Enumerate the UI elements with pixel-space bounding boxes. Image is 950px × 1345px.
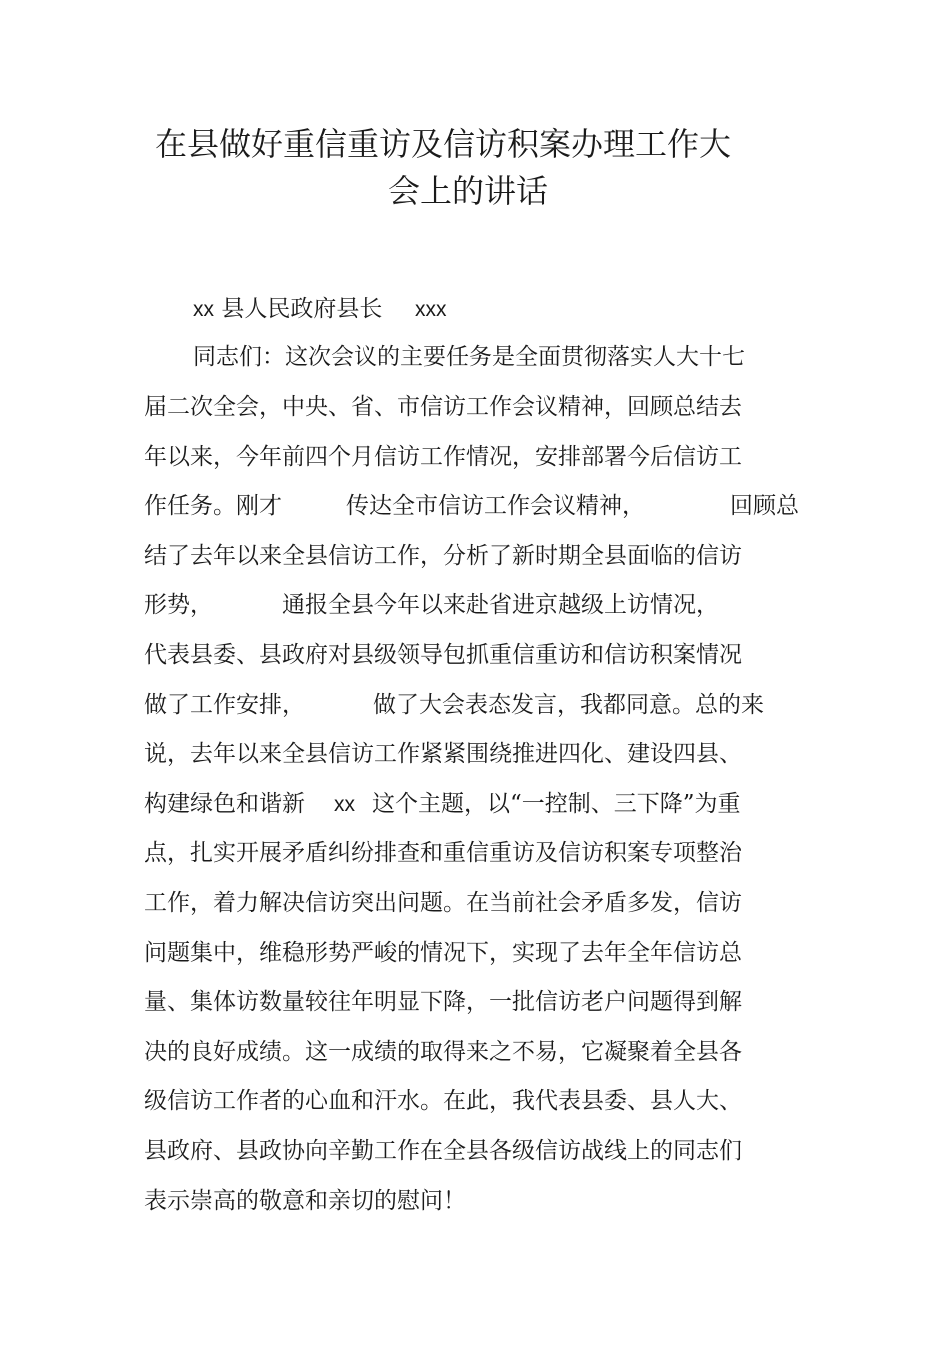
author-line — [193, 294, 446, 325]
paragraph-line-18: 表示崇高的敬意和亲切的慰问！ — [144, 1188, 466, 1214]
paragraph-line-4-part-2: 传达全市信访工作会议精神， — [346, 493, 645, 519]
paragraph-line-10-part-3: 这个主题，以“一控制、三下降”为重 — [372, 791, 741, 817]
paragraph-line-16: 级信访工作者的心血和汗水。在此，我代表县委、县人大、 — [144, 1088, 742, 1114]
paragraph-line-4 — [144, 491, 282, 521]
paragraph-line-10-part-1: 构建绿色和谐新 — [144, 791, 305, 817]
author-name: xxx — [414, 298, 447, 321]
paragraph-line-2: 届二次全会，中央、省、市信访工作会议精神，回顾总结去 — [144, 394, 742, 420]
paragraph-line-1: 同志们：这次会议的主要任务是全面贯彻落实人大十七 — [193, 344, 745, 370]
paragraph-line-9: 说，去年以来全县信访工作紧紧围绕推进四化、建设四县、 — [144, 741, 742, 767]
paragraph-line-5: 结了去年以来全县信访工作，分析了新时期全县面临的信访 — [144, 543, 742, 569]
paragraph-line-6-part-1: 形势， — [144, 592, 213, 618]
paragraph-line-3: 年以来，今年前四个月信访工作情况，安排部署今后信访工 — [144, 444, 742, 470]
author-prefix: xx — [193, 298, 214, 321]
paragraph-line-13: 问题集中，维稳形势严峻的情况下，实现了去年全年信访总 — [144, 940, 742, 966]
document-title-line-2: 会上的讲话 — [387, 172, 548, 210]
paragraph-line-6-part-2: 通报全县今年以来赴省进京越级上访情况， — [282, 592, 719, 618]
paragraph-line-4-part-3: 回顾总 — [730, 493, 799, 519]
paragraph-line-12: 工作，着力解决信访突出问题。在当前社会矛盾多发，信访 — [144, 890, 742, 916]
author-role: 县人民政府县长 — [221, 296, 383, 322]
paragraph-line-10-part-2: xx — [334, 793, 355, 816]
paragraph-line-7: 代表县委、县政府对县级领导包抓重信重访和信访积案情况 — [144, 642, 742, 668]
paragraph-line-8-part-1: 做了工作安排， — [144, 692, 305, 718]
document-title-line-1: 在县做好重信重访及信访积案办理工作大 — [154, 125, 731, 163]
paragraph-line-4-part-1: 作任务。刚才 — [144, 493, 282, 519]
paragraph-line-11: 点，扎实开展矛盾纠纷排查和重信重访及信访积案专项整治 — [144, 840, 742, 866]
paragraph-line-8-part-2: 做了大会表态发言，我都同意。总的来 — [373, 692, 764, 718]
paragraph-line-14: 量、集体访数量较往年明显下降，一批信访老户问题得到解 — [144, 989, 742, 1015]
paragraph-line-15: 决的良好成绩。这一成绩的取得来之不易，它凝聚着全县各 — [144, 1039, 742, 1065]
paragraph-line-17: 县政府、县政协向辛勤工作在全县各级信访战线上的同志们 — [144, 1138, 742, 1164]
